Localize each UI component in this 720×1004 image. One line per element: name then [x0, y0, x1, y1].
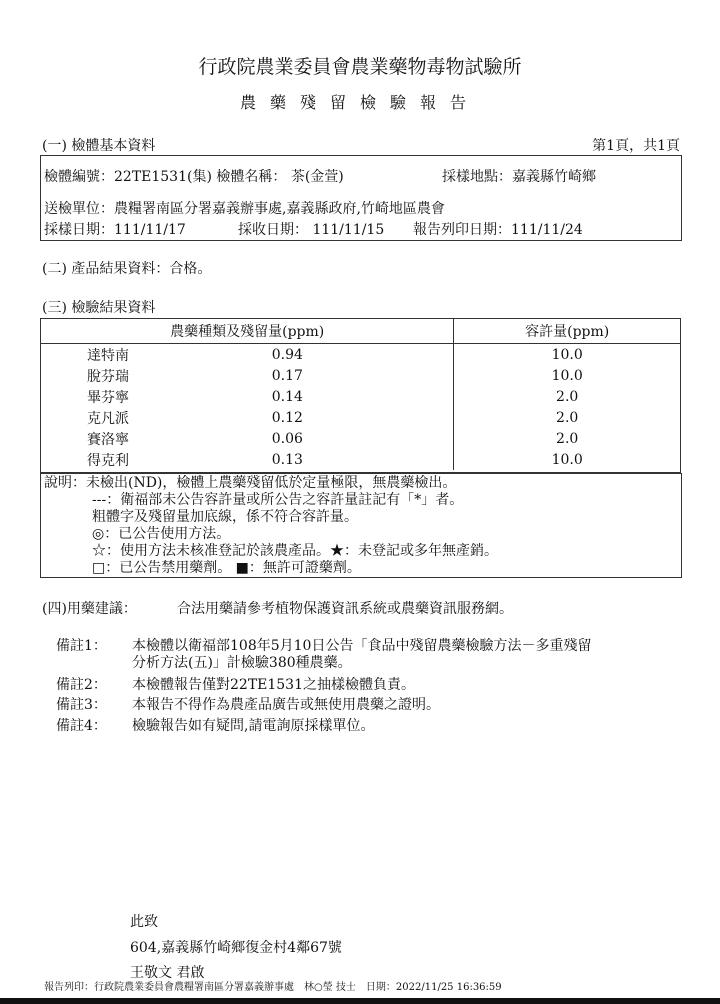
pesticide-name: 達特南	[41, 344, 272, 366]
residue-value: 0.17	[271, 367, 303, 384]
section1-heading: (一) 檢體基本資料	[42, 138, 156, 154]
notes	[44, 475, 498, 577]
table-header	[41, 319, 681, 344]
product-result: (二) 產品結果資料：合格。	[42, 261, 212, 277]
note-line: ☆：使用方法未核准登記於該農產品。★：未登記或多年無產銷。	[92, 543, 498, 559]
note-line: 說明：未檢出(ND)，檢體上農藥殘留低於定量極限，無農藥檢出。	[44, 475, 457, 491]
tolerance-limit: 10.0	[454, 365, 681, 386]
section3-heading: (三) 檢驗結果資料	[42, 300, 156, 316]
note-line: ---：衛福部未公告容許量或所公告之容許量註記有「*」者。	[92, 492, 464, 508]
remark-text: 檢驗報告如有疑問,請電詢原採樣單位。	[132, 718, 375, 734]
tolerance-limit: 2.0	[454, 428, 681, 449]
print-footer: 報告列印：行政院農業委員會農糧署南區分署嘉義辦事處 林○瑩 技士 日期：2022/11/25 16:36:59	[44, 982, 502, 993]
residue-value: 0.13	[271, 451, 303, 468]
note-line: ◎：已公告使用方法。	[92, 526, 231, 542]
sample-date: 採樣日期：111/11/17	[44, 222, 186, 238]
advice-text: 合法用藥請參考植物保護資訊系統或農藥資訊服務網。	[177, 601, 513, 617]
receive-date: 採收日期： 111/11/15	[238, 222, 385, 238]
residue-value: 0.14	[271, 388, 303, 405]
remark-label: 備註2：	[56, 677, 107, 693]
table-row	[41, 407, 681, 428]
results-table	[40, 318, 681, 473]
pesticide-name: 脫芬瑞	[41, 365, 272, 386]
sample-id-name: 檢體編號：22TE1531(集) 檢體名稱： 茶(金萱)	[44, 169, 344, 185]
tolerance-limit: 10.0	[454, 344, 681, 366]
pesticide-name: 畢芬寧	[41, 386, 272, 407]
address: 604,嘉義縣竹崎鄉復金村4鄰67號	[130, 940, 342, 956]
table-row	[41, 365, 681, 386]
note-line: 粗體字及殘留量加底線，係不符合容許量。	[92, 509, 358, 525]
residue-value: 0.12	[271, 409, 303, 426]
table-row	[41, 449, 681, 470]
col-limit: 容許量(ppm)	[454, 319, 681, 344]
recipient: 王敬文 君啟	[130, 965, 205, 981]
salutation: 此致	[130, 914, 158, 930]
pesticide-name: 得克利	[41, 449, 272, 470]
report-title: 農藥殘留檢驗報告	[239, 93, 480, 112]
tolerance-limit: 2.0	[454, 386, 681, 407]
org-title: 行政院農業委員會農業藥物毒物試驗所	[198, 56, 522, 78]
remark-text: 本報告不得作為農產品廣告或無使用農藥之證明。	[132, 697, 440, 713]
print-date: 報告列印日期：111/11/24	[413, 222, 583, 238]
advice-label: (四)用藥建議：	[42, 601, 137, 617]
note-line: □：已公告禁用藥劑。 ■：無許可證藥劑。	[92, 560, 361, 576]
remark-label: 備註4：	[56, 718, 107, 734]
residue-value: 0.94	[271, 346, 303, 363]
residue-value: 0.06	[271, 430, 303, 447]
pesticide-name: 賽洛寧	[41, 428, 272, 449]
bottom-bar	[0, 998, 720, 1004]
tolerance-limit: 10.0	[454, 449, 681, 470]
col-residue: 農藥種類及殘留量(ppm)	[41, 319, 454, 344]
sample-location: 採樣地點：嘉義縣竹崎鄉	[442, 169, 596, 185]
pesticide-name: 克凡派	[41, 407, 272, 428]
remark-label: 備註1：	[56, 638, 107, 654]
tolerance-limit: 2.0	[454, 407, 681, 428]
table-row	[41, 344, 681, 366]
remark-label: 備註3：	[56, 697, 107, 713]
table-row	[41, 428, 681, 449]
page-indicator: 第1頁，共1頁	[592, 138, 680, 154]
table-row	[41, 386, 681, 407]
remark-text: 分析方法(五)」計檢驗380種農藥。	[132, 655, 352, 671]
submitting-unit: 送檢單位：農糧署南區分署嘉義辦事處,嘉義縣政府,竹崎地區農會	[44, 201, 445, 217]
remark-text: 本檢體以衛福部108年5月10日公告「食品中殘留農藥檢驗方法－多重殘留	[132, 638, 592, 654]
remark-text: 本檢體報告僅對22TE1531之抽樣檢體負責。	[132, 677, 416, 693]
